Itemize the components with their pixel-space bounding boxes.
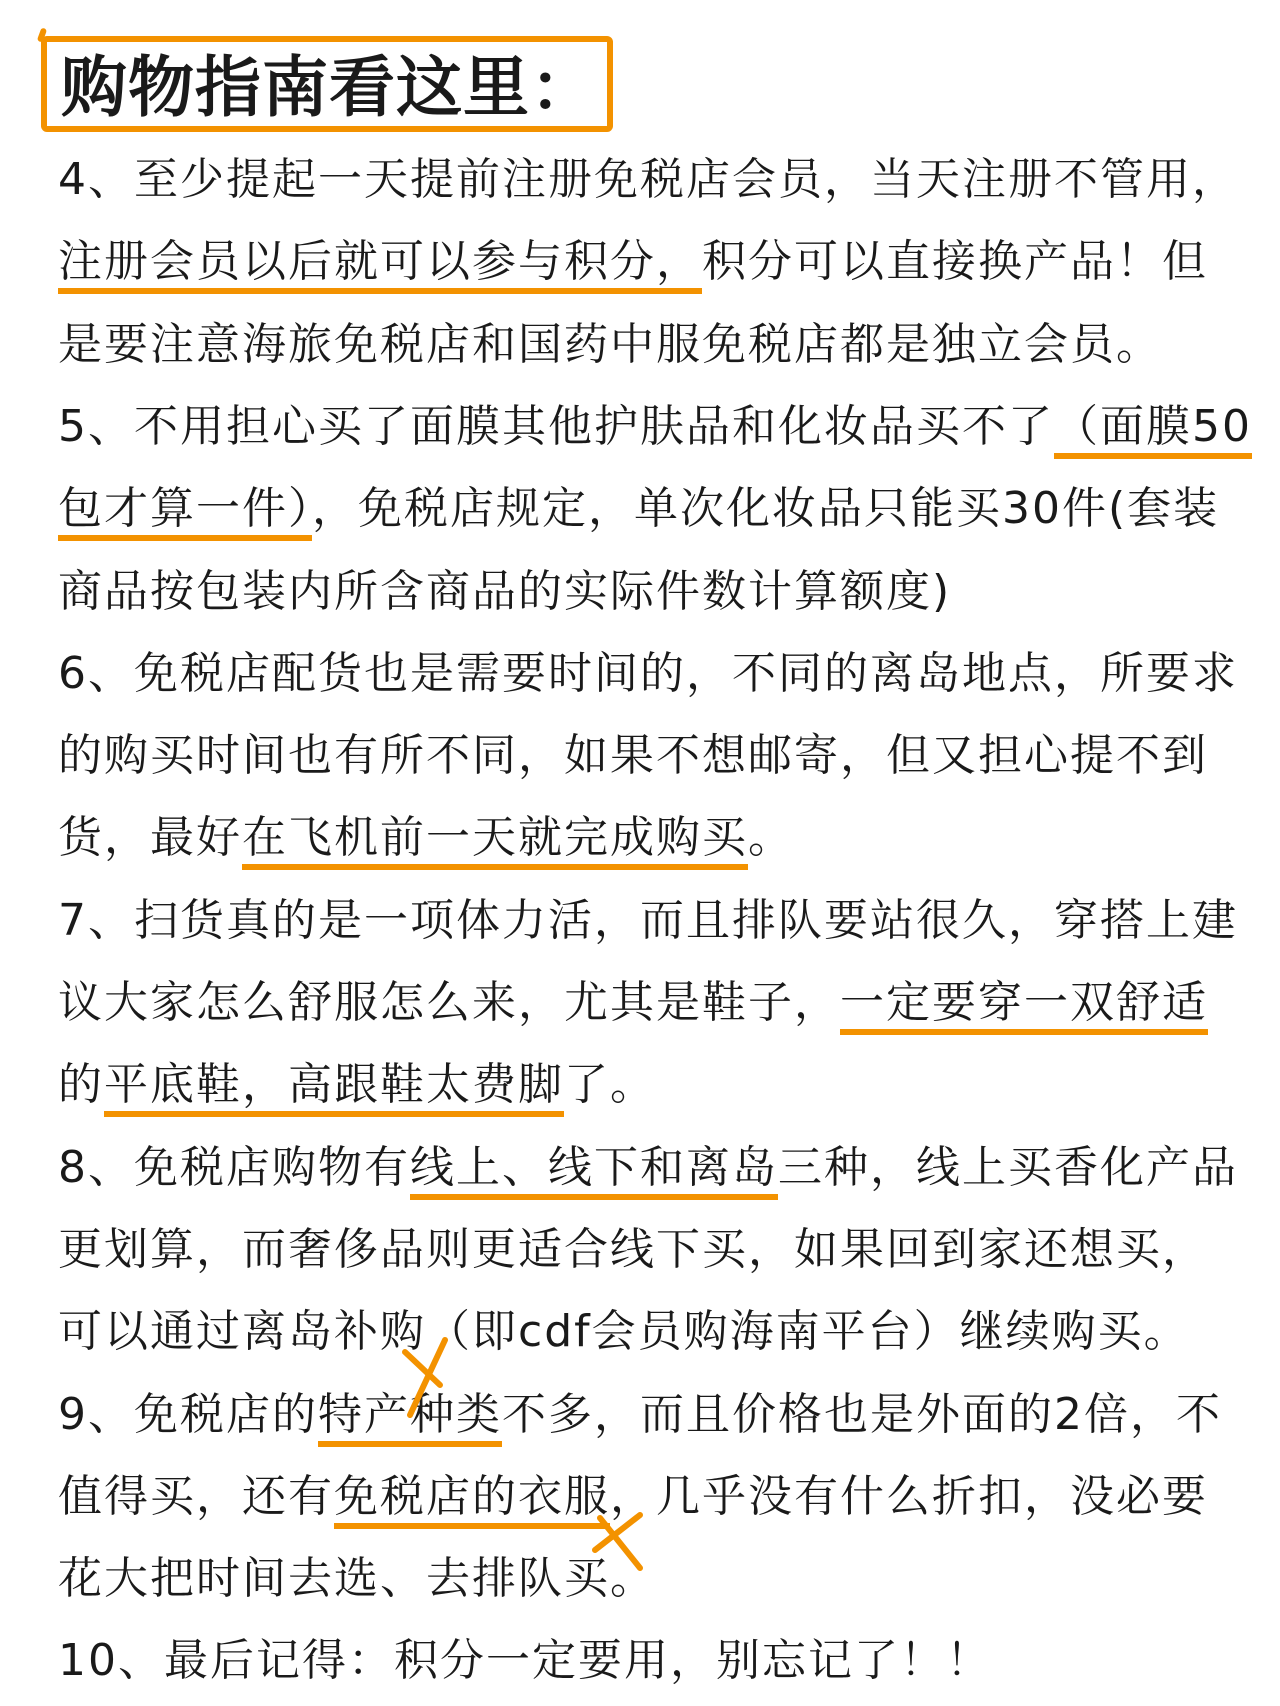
- text-line: [58, 726, 1208, 786]
- text-segment: 商品按包装内所含商品的实际件数计算额度): [58, 565, 952, 617]
- highlighted-text: 包才算一件）: [58, 483, 312, 535]
- text-segment: 值得买，还有: [58, 1470, 334, 1522]
- text-segment: 5、不用担心买了面膜其他护肤品和化妆品买不了: [58, 400, 1054, 452]
- text-segment: 6、免税店配货也是需要时间的，不同的离岛地点，所要求: [58, 647, 1238, 699]
- text-line: [58, 891, 1238, 951]
- text-segment: ，几乎没有什么折扣，没必要: [610, 1470, 1208, 1522]
- text-line: [58, 562, 951, 622]
- text-segment: 7、扫货真的是一项体力活，而且排队要站很久，穿搭上建: [58, 894, 1238, 946]
- highlighted-text: 特产种类: [318, 1388, 502, 1440]
- text-segment: 是要注意海旅免税店和国药中服免税店都是独立会员。: [58, 318, 1162, 370]
- text-line: [58, 973, 1208, 1033]
- page-title: 购物指南看这里：: [61, 49, 597, 126]
- text-segment: ，免税店规定，单次化妆品只能买30件(套装: [312, 483, 1220, 535]
- text-segment: 9、免税店的: [58, 1388, 318, 1440]
- text-segment: 。: [748, 812, 794, 864]
- text-segment: 4、至少提起一天提前注册免税店会员，当天注册不管用，: [58, 154, 1238, 205]
- highlighted-text: 线上、线下和离岛: [410, 1141, 778, 1193]
- text-line: [58, 397, 1252, 457]
- title-box: [41, 36, 613, 132]
- text-line: [58, 1467, 1208, 1527]
- text-line: [58, 1138, 1238, 1198]
- highlighted-text: 免税店的衣服: [334, 1470, 610, 1522]
- text-segment: 不多，而且价格也是外面的2倍，不: [502, 1388, 1222, 1440]
- text-segment: 花大把时间去选、去排队买。: [58, 1553, 656, 1605]
- text-segment: 积分可以直接换产品！但: [702, 236, 1208, 288]
- text-segment: 更划算，而奢侈品则更适合线下买，如果回到家还想买，: [58, 1223, 1208, 1275]
- text-segment: 可以通过离岛补购（即cdf会员购海南平台）继续购买。: [58, 1306, 1190, 1358]
- text-segment: 货，最好: [58, 812, 242, 864]
- highlighted-text: 在飞机前一天就完成购买: [242, 812, 748, 864]
- text-line: [58, 808, 794, 868]
- text-line: [58, 232, 1208, 292]
- text-segment: 的购买时间也有所不同，如果不想邮寄，但又担心提不到: [58, 730, 1208, 782]
- text-line: [58, 1631, 992, 1691]
- text-line: [58, 644, 1238, 704]
- highlighted-text: 一定要穿一双舒适: [840, 977, 1208, 1028]
- text-segment: 三种，线上买香化产品: [778, 1141, 1238, 1193]
- text-segment: 10、最后记得：积分一定要用，别忘记了！！: [58, 1635, 992, 1687]
- text-line: [58, 1302, 1190, 1362]
- highlighted-text: 平底鞋，高跟鞋太费脚: [104, 1059, 564, 1111]
- text-segment: 8、免税店购物有: [58, 1141, 410, 1193]
- text-segment: 的: [58, 1059, 104, 1111]
- highlighted-text: （面膜50: [1054, 400, 1252, 452]
- text-line: [58, 1220, 1208, 1280]
- text-line: [58, 1055, 656, 1115]
- text-line: [58, 1549, 656, 1609]
- text-segment: 了。: [564, 1059, 656, 1111]
- text-line: [58, 1385, 1222, 1445]
- text-line: [58, 315, 1162, 375]
- text-line: [58, 479, 1219, 539]
- text-line: [58, 150, 1238, 210]
- highlighted-text: 注册会员以后就可以参与积分，: [58, 236, 702, 288]
- text-segment: 议大家怎么舒服怎么来，尤其是鞋子，: [58, 977, 840, 1028]
